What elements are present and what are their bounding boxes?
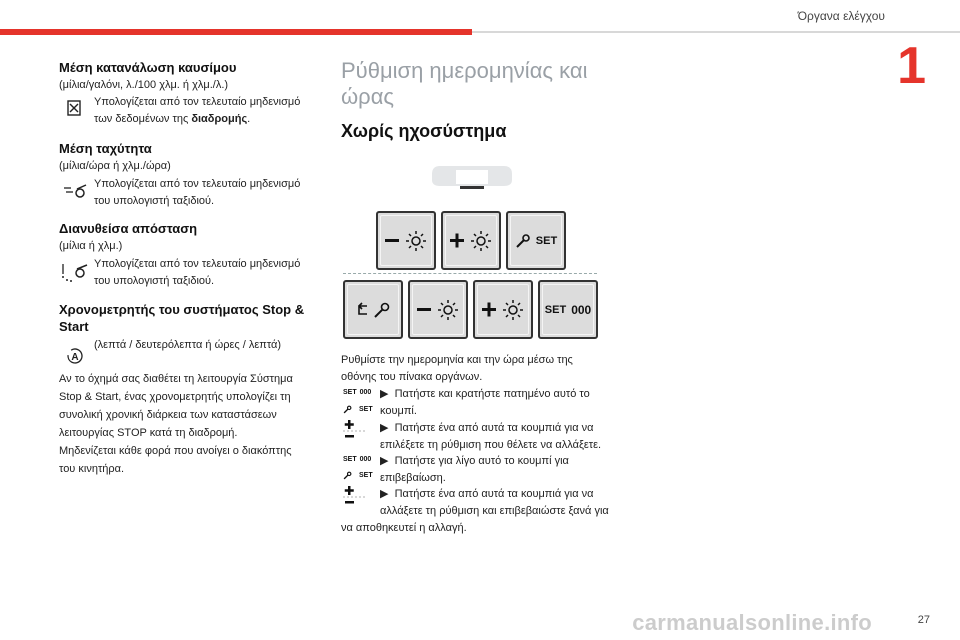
section-distance-desc: Υπολογίζεται από τον τελευταίο μηδενισμό του υπολογιστή ταξιδιού. [94,258,301,287]
mini-set-000-icon-2 [343,456,371,463]
brightness-down-button-2[interactable] [408,280,468,339]
svg-text:A: A [71,352,79,363]
page-header-title: Όργανα ελέγχου [797,9,885,23]
watermark: carmanualsonline.info [632,610,872,635]
chapter-number: 1 [897,37,926,95]
step-4-line-3: να αποθηκευτεί η αλλαγή. [341,522,467,534]
section-subtitle: Χωρίς ηχοσύστημα [341,121,507,141]
brightness-up-button[interactable] [441,211,501,270]
section-stop-start-unit: (λεπτά / δευτερόλεπτα ή ώρες / λεπτά) [94,339,282,351]
section-distance-heading: Διανυθείσα απόσταση [59,221,198,236]
brightness-down-button[interactable] [376,211,436,270]
desc-text: Υπολογίζεται από τον τελευταίο μηδενισμό των δεδομένων της [94,96,301,125]
header-rule [472,31,960,33]
wrench-icon [515,233,531,249]
section-avg-consumption-heading: Μέση κατανάλωση καυσίμου [59,60,237,75]
mini-wrench-set-icon [343,405,373,414]
brightness-up-icon [448,230,494,252]
wrench-set-button[interactable] [506,211,566,270]
step-2-line-1: ▶ Πατήστε ένα από αυτά τα κουμπιά για να [380,422,594,434]
brightness-up-button-2[interactable] [473,280,533,339]
average-consumption-icon [66,99,84,117]
header-accent-bar [0,29,472,35]
set-000-button[interactable] [538,280,598,339]
step-3-text: Πατήστε για λίγο αυτό το κουμπί για [394,455,569,467]
section-avg-speed-heading: Μέση ταχύτητα [59,141,152,156]
back-wrench-icon [353,301,393,319]
mini-wrench-icon-2 [343,471,352,480]
desc-end: . [247,113,251,125]
mini-zeros-2: 000 [359,456,372,463]
stop-start-icon [65,345,85,365]
mini-set-4: SET [359,472,373,479]
section-stop-start-p1: Αν το όχημά σας διαθέτει τη λειτουργία Σύστημα Stop & Start, ένας χρονομετρητής υπολογίζει τη συνολική χρονική διάρκεια των καταστάσεων λειτουργίας STOP κατά τη διαδρομή. [59,373,293,439]
plus-minus-icon-2 [343,484,365,506]
page-title: Ρύθμιση ημερομηνίας και ώρας [341,58,588,109]
mini-zeros: 000 [359,389,372,396]
mini-set-2: SET [359,406,373,413]
set-label-2: SET [544,303,567,316]
section-distance-unit: (μίλια ή χλμ.) [59,240,123,252]
back-wrench-button[interactable] [343,280,403,339]
desc-bold: διαδρομής [191,113,248,125]
brightness-up-icon-2 [480,299,526,321]
average-speed-icon [62,182,88,200]
set-label: SET [535,234,558,247]
separator [343,273,597,274]
mini-wrench-set-icon-2 [343,471,373,480]
brightness-down-icon [383,230,429,252]
step-3-line-1: ▶ Πατήστε για λίγο αυτό το κουμπί για [380,455,569,467]
section-avg-consumption-desc [94,94,314,128]
distance-travelled-icon [60,260,90,284]
plus-minus-icon [343,418,365,440]
step-4-line-1: ▶ Πατήστε ένα από αυτά τα κουμπιά για να [380,488,594,500]
zeros-label: 000 [571,302,592,317]
page-number: 27 [917,614,930,626]
step-1-text: Πατήστε και κρατήστε πατημένο αυτό το [394,388,590,400]
step-2-text: Πατήστε ένα από αυτά τα κουμπιά για να [394,422,594,434]
section-avg-speed-unit: (μίλια/ώρα ή χλμ./ώρα) [59,160,171,172]
section-stop-start-heading: Χρονομετρητής του συστήματος Stop & Start [59,302,305,334]
step-1-line-1: ▶ Πατήστε και κρατήστε πατημένο αυτό το [380,388,590,400]
step-1-line-2: κουμπί. [380,405,417,417]
step-2-line-2: επιλέξετε τη ρύθμιση που θέλετε να αλλάξετε. [380,439,602,451]
section-avg-speed-desc: Υπολογίζεται από τον τελευταίο μηδενισμό του υπολογιστή ταξιδιού. [94,178,301,207]
mini-set-3: SET [343,456,357,463]
mini-set-000-icon [343,389,371,396]
section-avg-consumption-unit: (μίλια/γαλόνι, λ./100 χλμ. ή χλμ./λ.) [59,79,229,91]
section-stop-start-p2: Μηδενίζεται κάθε φορά που ανοίγει ο διακόπτης του κινητήρα. [59,445,292,475]
step-4-line-2: αλλάξετε τη ρύθμιση και επιβεβαιώστε ξανά για [380,505,609,517]
instrument-panel-icon [428,162,516,192]
instructions-intro: Ρυθμίστε την ημερομηνία και την ώρα μέσω της οθόνης του πίνακα οργάνων. [341,354,573,383]
step-4-text: Πατήστε ένα από αυτά τα κουμπιά για να [394,488,594,500]
mini-set: SET [343,389,357,396]
brightness-down-icon-2 [415,299,461,321]
step-3-line-2: επιβεβαίωση. [380,472,446,484]
mini-wrench-icon [343,405,352,414]
